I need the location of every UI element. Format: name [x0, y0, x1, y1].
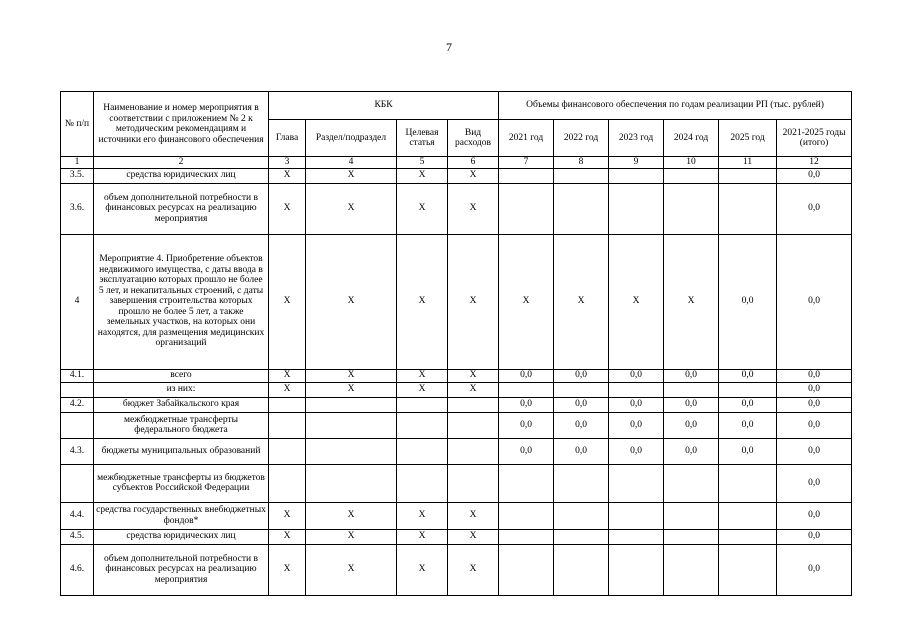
value-2021 [499, 502, 554, 529]
razdel-cell: X [306, 168, 397, 183]
glava-cell [269, 438, 306, 464]
value-2022: 0,0 [554, 397, 609, 412]
value-2022 [554, 529, 609, 544]
glava-cell: X [269, 529, 306, 544]
value-2024: 0,0 [664, 369, 719, 382]
celevaya-cell [397, 412, 448, 438]
page-number: 7 [446, 40, 452, 54]
value-total: 0,0 [777, 464, 852, 502]
row-name: объем дополнительной потребности в финансовых ресурсах на реализацию мероприятия [94, 183, 269, 234]
razdel-cell [306, 412, 397, 438]
col-number: 8 [554, 157, 609, 169]
razdel-cell: X [306, 382, 397, 397]
header-year-2025: 2025 год [719, 120, 777, 157]
header-year-2022: 2022 год [554, 120, 609, 157]
value-total: 0,0 [777, 529, 852, 544]
value-2022 [554, 544, 609, 595]
value-2022: 0,0 [554, 438, 609, 464]
value-2021: 0,0 [499, 438, 554, 464]
value-2023: 0,0 [609, 369, 664, 382]
row-name: из них: [94, 382, 269, 397]
value-2021 [499, 464, 554, 502]
value-2024 [664, 529, 719, 544]
value-2023 [609, 183, 664, 234]
value-2023 [609, 464, 664, 502]
row-number [61, 382, 94, 397]
celevaya-cell: X [397, 234, 448, 369]
razdel-cell: X [306, 544, 397, 595]
row-name: объем дополнительной потребности в финансовых ресурсах на реализацию мероприятия [94, 544, 269, 595]
header-name: Наименование и номер мероприятия в соответствии с приложением № 2 к методическим рекомендациям и источники его финансового обеспечения [94, 92, 269, 157]
row-name: средства юридических лиц [94, 168, 269, 183]
value-2023: 0,0 [609, 412, 664, 438]
value-total: 0,0 [777, 183, 852, 234]
razdel-cell [306, 438, 397, 464]
row-number: 4 [61, 234, 94, 369]
glava-cell: X [269, 234, 306, 369]
glava-cell: X [269, 502, 306, 529]
value-total: 0,0 [777, 544, 852, 595]
value-2022: 0,0 [554, 412, 609, 438]
value-2025: 0,0 [719, 412, 777, 438]
value-2023: 0,0 [609, 438, 664, 464]
glava-cell [269, 412, 306, 438]
table-row [61, 382, 852, 397]
celevaya-cell: X [397, 529, 448, 544]
value-2021 [499, 382, 554, 397]
glava-cell [269, 397, 306, 412]
value-total: 0,0 [777, 397, 852, 412]
value-2025 [719, 464, 777, 502]
glava-cell: X [269, 369, 306, 382]
header-celevaya: Целевая статья [397, 120, 448, 157]
row-number: 3.5. [61, 168, 94, 183]
header-razdel: Раздел/подраздел [306, 120, 397, 157]
value-2025 [719, 502, 777, 529]
col-number: 2 [94, 157, 269, 169]
value-2021 [499, 168, 554, 183]
financing-table [60, 91, 852, 596]
row-number: 4.5. [61, 529, 94, 544]
value-2021: 0,0 [499, 369, 554, 382]
value-2025 [719, 382, 777, 397]
row-number: 4.6. [61, 544, 94, 595]
table-row [61, 502, 852, 529]
value-2025: 0,0 [719, 438, 777, 464]
value-2025 [719, 544, 777, 595]
row-name: всего [94, 369, 269, 382]
value-total: 0,0 [777, 412, 852, 438]
table-row [61, 438, 852, 464]
value-2024: 0,0 [664, 397, 719, 412]
value-2022 [554, 382, 609, 397]
value-2025: 0,0 [719, 397, 777, 412]
col-number: 5 [397, 157, 448, 169]
row-number [61, 412, 94, 438]
vid-cell: X [448, 502, 499, 529]
razdel-cell: X [306, 183, 397, 234]
row-name: межбюджетные трансферты федерального бюджета [94, 412, 269, 438]
value-2025: 0,0 [719, 234, 777, 369]
col-number: 10 [664, 157, 719, 169]
value-2025: 0,0 [719, 369, 777, 382]
razdel-cell [306, 464, 397, 502]
value-2022 [554, 183, 609, 234]
razdel-cell: X [306, 502, 397, 529]
celevaya-cell [397, 464, 448, 502]
vid-cell: X [448, 183, 499, 234]
table-row [61, 464, 852, 502]
col-number: 7 [499, 157, 554, 169]
value-total: 0,0 [777, 234, 852, 369]
value-total: 0,0 [777, 168, 852, 183]
value-2021 [499, 544, 554, 595]
value-2023 [609, 502, 664, 529]
value-2021: 0,0 [499, 397, 554, 412]
razdel-cell: X [306, 234, 397, 369]
value-2023 [609, 168, 664, 183]
value-2021: 0,0 [499, 412, 554, 438]
value-2024: 0,0 [664, 438, 719, 464]
glava-cell: X [269, 183, 306, 234]
value-total: 0,0 [777, 369, 852, 382]
table-row [61, 234, 852, 369]
razdel-cell [306, 397, 397, 412]
value-2021 [499, 183, 554, 234]
celevaya-cell [397, 397, 448, 412]
value-2023 [609, 529, 664, 544]
column-number-row [61, 157, 852, 169]
table-row [61, 544, 852, 595]
value-total: 0,0 [777, 438, 852, 464]
header-vid: Вид расходов [448, 120, 499, 157]
col-number: 1 [61, 157, 94, 169]
razdel-cell: X [306, 369, 397, 382]
header-glava: Глава [269, 120, 306, 157]
header-total: 2021-2025 годы (итого) [777, 120, 852, 157]
row-name: бюджеты муниципальных образований [94, 438, 269, 464]
header-year-2021: 2021 год [499, 120, 554, 157]
value-2024: X [664, 234, 719, 369]
celevaya-cell: X [397, 544, 448, 595]
vid-cell: X [448, 544, 499, 595]
value-2023 [609, 544, 664, 595]
value-total: 0,0 [777, 502, 852, 529]
row-number: 4.1. [61, 369, 94, 382]
table-row [61, 529, 852, 544]
header-kbk: КБК [269, 92, 499, 120]
celevaya-cell: X [397, 502, 448, 529]
table-row [61, 183, 852, 234]
value-2024 [664, 502, 719, 529]
celevaya-cell [397, 438, 448, 464]
glava-cell: X [269, 544, 306, 595]
value-2022: 0,0 [554, 369, 609, 382]
vid-cell [448, 464, 499, 502]
value-2024 [664, 168, 719, 183]
glava-cell [269, 464, 306, 502]
col-number: 9 [609, 157, 664, 169]
col-number: 12 [777, 157, 852, 169]
row-name: Мероприятие 4. Приобретение объектов недвижимого имущества, с даты ввода в эксплуатацию которых прошло не более 5 лет, и некапитальных строений, с даты завершения строительства которых прошло не более 5 лет, а также земельных участков, на которых они находятся, для размещения медицинских организаций [94, 234, 269, 369]
row-name: бюджет Забайкальского края [94, 397, 269, 412]
table-row [61, 168, 852, 183]
value-total: 0,0 [777, 382, 852, 397]
vid-cell: X [448, 529, 499, 544]
table-row [61, 369, 852, 382]
table-row [61, 412, 852, 438]
vid-cell [448, 397, 499, 412]
value-2024 [664, 183, 719, 234]
celevaya-cell: X [397, 382, 448, 397]
value-2021: X [499, 234, 554, 369]
celevaya-cell: X [397, 168, 448, 183]
value-2023: X [609, 234, 664, 369]
table-row [61, 397, 852, 412]
col-number: 11 [719, 157, 777, 169]
value-2024 [664, 464, 719, 502]
vid-cell: X [448, 382, 499, 397]
header-volumes: Объемы финансового обеспечения по годам реализации РП (тыс. рублей) [499, 92, 852, 120]
header-year-2024: 2024 год [664, 120, 719, 157]
value-2024 [664, 544, 719, 595]
value-2022 [554, 168, 609, 183]
value-2024 [664, 382, 719, 397]
value-2023 [609, 382, 664, 397]
celevaya-cell: X [397, 183, 448, 234]
col-number: 6 [448, 157, 499, 169]
vid-cell: X [448, 369, 499, 382]
glava-cell: X [269, 382, 306, 397]
value-2023: 0,0 [609, 397, 664, 412]
razdel-cell: X [306, 529, 397, 544]
value-2022: X [554, 234, 609, 369]
col-number: 3 [269, 157, 306, 169]
glava-cell: X [269, 168, 306, 183]
row-number: 4.4. [61, 502, 94, 529]
value-2025 [719, 183, 777, 234]
value-2022 [554, 502, 609, 529]
value-2025 [719, 168, 777, 183]
row-number [61, 464, 94, 502]
row-number: 4.2. [61, 397, 94, 412]
header-year-2023: 2023 год [609, 120, 664, 157]
vid-cell [448, 438, 499, 464]
row-number: 4.3. [61, 438, 94, 464]
value-2021 [499, 529, 554, 544]
vid-cell: X [448, 234, 499, 369]
row-name: средства государственных внебюджетных фондов* [94, 502, 269, 529]
value-2024: 0,0 [664, 412, 719, 438]
vid-cell [448, 412, 499, 438]
value-2025 [719, 529, 777, 544]
header-num: № п/п [61, 92, 94, 157]
vid-cell: X [448, 168, 499, 183]
row-name: межбюджетные трансферты из бюджетов субъектов Российской Федерации [94, 464, 269, 502]
value-2022 [554, 464, 609, 502]
row-number: 3.6. [61, 183, 94, 234]
celevaya-cell: X [397, 369, 448, 382]
col-number: 4 [306, 157, 397, 169]
row-name: средства юридических лиц [94, 529, 269, 544]
